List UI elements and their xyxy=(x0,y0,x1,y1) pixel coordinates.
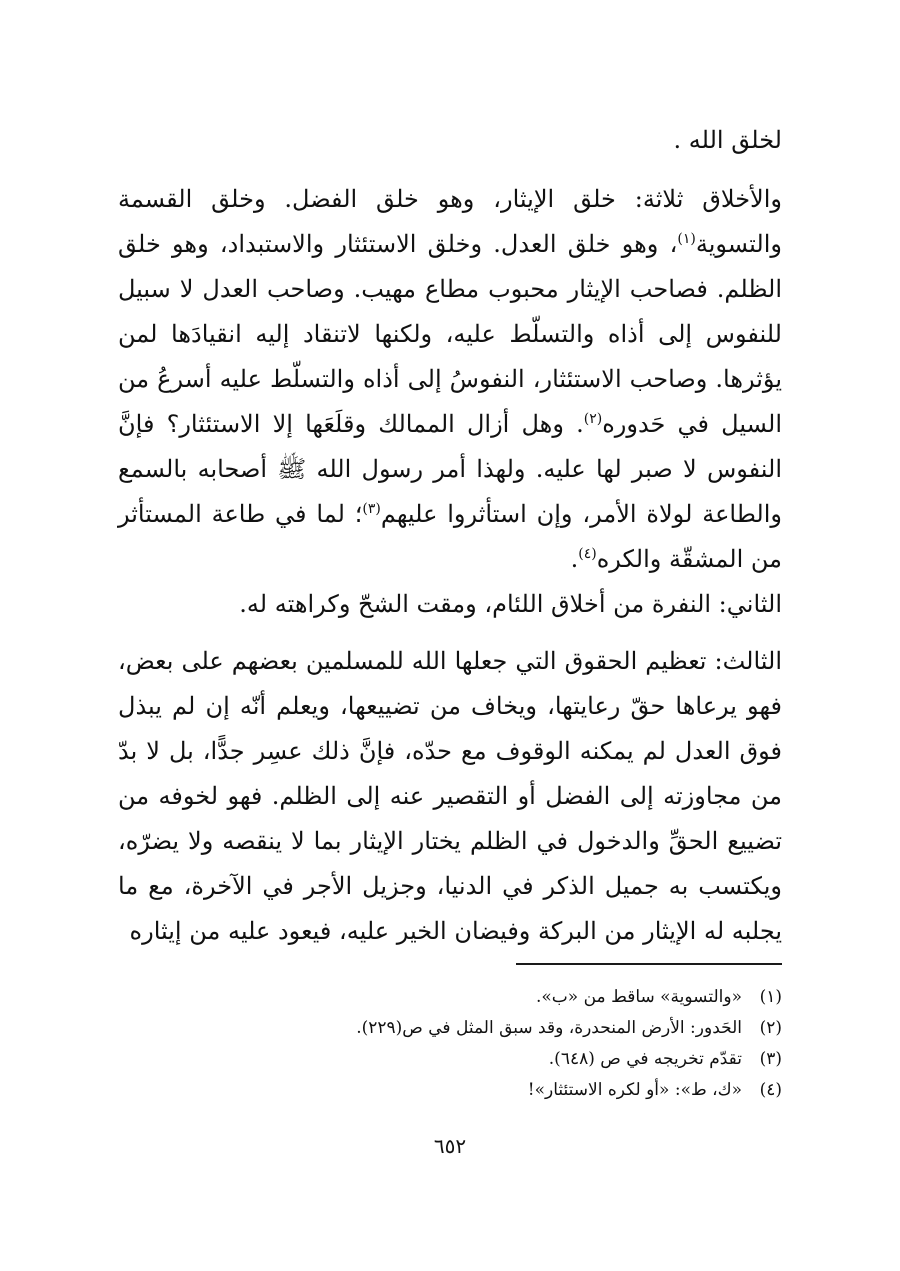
footnote-text: «ك، ط»: «أو لكره الاستئثار»! xyxy=(527,1080,742,1100)
footnote-ref-3[interactable]: (٣) xyxy=(362,501,381,517)
paragraph1-part-d: ؛ لما في طاعة المستأثر من المشقّة والكره xyxy=(118,500,782,573)
footnote-item xyxy=(118,982,782,1013)
footnote-number: (١) xyxy=(759,987,782,1007)
paragraph1-part-e: . xyxy=(570,545,579,573)
paragraph1-part-a: والأخلاق ثلاثة: خلق الإيثار، وهو خلق الفضل. وخلق القسمة والتسوية xyxy=(118,185,782,258)
footnote-number: (٢) xyxy=(759,1018,782,1038)
paragraph-ethics-three xyxy=(118,177,782,582)
footnote-text: تقدّم تخريجه في ص (٦٤٨). xyxy=(548,1049,742,1069)
footnote-number: (٣) xyxy=(759,1049,782,1069)
footnote-divider xyxy=(516,963,782,965)
paragraph-third: الثالث: تعظيم الحقوق التي جعلها الله للمسلمين بعضهم على بعض، فهو يرعاها حقّ رعايتها، ويخاف من تضييعها، ويعلم أنّه إن لم يبذل فوق العدل لم يمكنه الوقوف مع حدّه، فإنَّ ذلك عسِر جدًّا، بل لا بدّ من مجاوزته إلى الفضل أو التقصير عنه إلى الظلم. فهو لخوفه من تضييع الحقِّ والدخول في الظلم يختار الإيثار بما لا ينقصه ولا يضرّه، ويكتسب به جميل الذكر في الدنيا، وجزيل الأجر في الآخرة، مع ما يجلبه له الإيثار من البركة وفيضان الخير عليه، فيعود عليه من إيثاره xyxy=(118,647,782,945)
page-number: ٦٥٢ xyxy=(433,1134,467,1158)
footnote-item xyxy=(118,1044,782,1075)
footnote-ref-4[interactable]: (٤) xyxy=(578,546,597,562)
paragraph1-part-c: . وهل أزال الممالك وقلَعَها إلا الاستئثار؟ فإنَّ النفوس لا صبر لها عليه. ولهذا أمر رسول الله ﷺ أصحابه بالسمع والطاعة لولاة الأمر، وإن استأثروا عليهم xyxy=(118,410,782,528)
paragraph1-part-b: ، وهو خلق العدل. وخلق الاستئثار والاستبداد، وهو خلق الظلم. فصاحب الإيثار محبوب مطاع مهيب. وصاحب العدل لا سبيل للنفوس إلى أذاه والتسلّط عليه، ولكنها لاتنقاد إليه انقيادَها لمن يؤثرها. وصاحب الاستئثار، النفوسُ إلى أذاه والتسلّط عليه أسرعُ من السيل في حَدوره xyxy=(118,230,782,438)
footnote-ref-1[interactable]: (١) xyxy=(677,231,696,247)
footnote-text: الحَدور: الأرض المنحدرة، وقد سبق المثل في ص(٢٢٩). xyxy=(356,1018,742,1038)
paragraph-second: الثاني: النفرة من أخلاق اللئام، ومقت الشحّ وكراهته له. xyxy=(239,590,782,618)
footnote-number: (٤) xyxy=(759,1080,782,1100)
main-text xyxy=(118,118,782,966)
footnote-ref-2[interactable]: (٢) xyxy=(583,411,603,427)
footnote-item xyxy=(118,1075,782,1106)
footnote-item xyxy=(118,1013,782,1044)
opening-line: لخلق الله . xyxy=(673,126,782,154)
footnote-text: «والتسوية» ساقط من «ب». xyxy=(536,987,742,1007)
footnotes xyxy=(118,982,782,1106)
